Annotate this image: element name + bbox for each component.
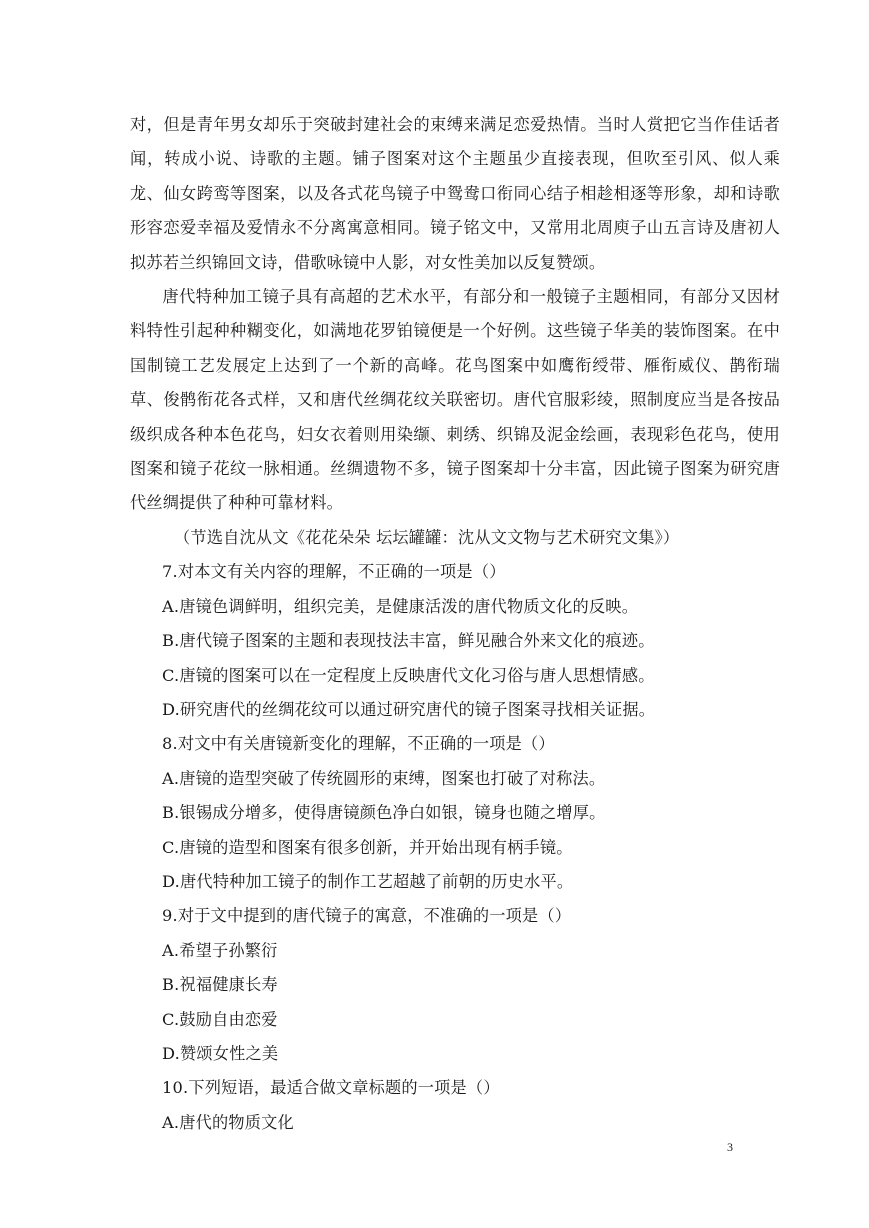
answer-option: D.赞颂女性之美 xyxy=(162,1043,279,1063)
answer-option: C.鼓励自由恋爱 xyxy=(162,1009,278,1029)
question-7 xyxy=(130,555,780,727)
question-stem: 8.对文中有关唐镜新变化的理解，不正确的一项是（） xyxy=(162,734,555,754)
answer-option: B.唐代镜子图案的主题和表现技法丰富，鲜见融合外来文化的痕迹。 xyxy=(162,631,655,651)
answer-option: A.唐代的物质文化 xyxy=(162,1112,294,1132)
answer-option: D.研究唐代的丝绸花纹可以通过研究唐代的镜子图案寻找相关证据。 xyxy=(162,699,656,719)
answer-option: C.唐镜的图案可以在一定程度上反映唐代文化习俗与唐人思想情感。 xyxy=(162,665,655,685)
source-note: （节选自沈从文《花花朵朵 坛坛罐罐：沈从文文物与艺术研究文集》） xyxy=(174,527,680,547)
paragraph-special-mirrors: 唐代特种加工镜子具有高超的艺术水平，有部分和一般镜子主题相同，有部分又因材料特性引起种种糊变化，如满地花罗铂镜便是一个好例。这些镜子华美的装饰图案。在中国制镜工艺发展定上达到了一个新的高峰。花鸟图案中如鹰衔绶带、雁衔威仪、鹊衔瑞草、俊鹘衔花各式样，又和唐代丝绸花纹关联密切。唐代官服彩绫，照制度应当是各按品级织成各种本色花鸟，妇女衣着则用染缬、刺绣、织锦及泥金绘画，表现彩色花鸟，使用图案和镜子花纹一脉相通。丝绸遗物不多，镜子图案却十分丰富，因此镜子图案为研究唐代丝绸提供了种种可靠材料。 xyxy=(130,287,780,513)
answer-option: A.唐镜色调鲜明，组织完美，是健康活泼的唐代物质文化的反映。 xyxy=(162,596,639,616)
answer-option: D.唐代特种加工镜子的制作工艺超越了前朝的历史水平。 xyxy=(162,871,574,891)
question-stem: 10.下列短语，最适合做文章标题的一项是（） xyxy=(162,1078,500,1098)
question-9 xyxy=(130,899,780,1071)
question-10 xyxy=(130,1071,780,1140)
page-number: 3 xyxy=(727,1140,733,1154)
answer-option: B.银锡成分增多，使得唐镜颜色净白如银，镜身也随之增厚。 xyxy=(162,803,606,823)
answer-option: B.祝福健康长寿 xyxy=(162,975,278,995)
question-8 xyxy=(130,727,780,899)
answer-option: A.希望子孙繁衍 xyxy=(162,940,278,960)
answer-option: A.唐镜的造型突破了传统圆形的束缚，图案也打破了对称法。 xyxy=(162,768,606,788)
document-content xyxy=(130,108,780,1140)
question-stem: 9.对于文中提到的唐代镜子的寓意，不准确的一项是（） xyxy=(162,906,572,926)
answer-option: C.唐镜的造型和图案有很多创新，并开始出现有柄手镜。 xyxy=(162,837,573,857)
paragraph-continuation: 对，但是青年男女却乐于突破封建社会的束缚来满足恋爱热情。当时人赏把它当作佳话者闻，转成小说、诗歌的主题。铺子图案对这个主题虽少直接表现，但吹至引风、似人乘龙、仙女跨鸾等图案，以及各式花鸟镜子中鸳鸯口衔同心结子相趁相逐等形象，却和诗歌形容恋爱幸福及爱情永不分离寓意相同。镜子铭文中，又常用北周庾子山五言诗及唐初人拟苏若兰织锦回文诗，借歌咏镜中人影，对女性美加以反复赞颂。 xyxy=(130,115,780,272)
question-stem: 7.对本文有关内容的理解，不正确的一项是（） xyxy=(162,562,506,582)
